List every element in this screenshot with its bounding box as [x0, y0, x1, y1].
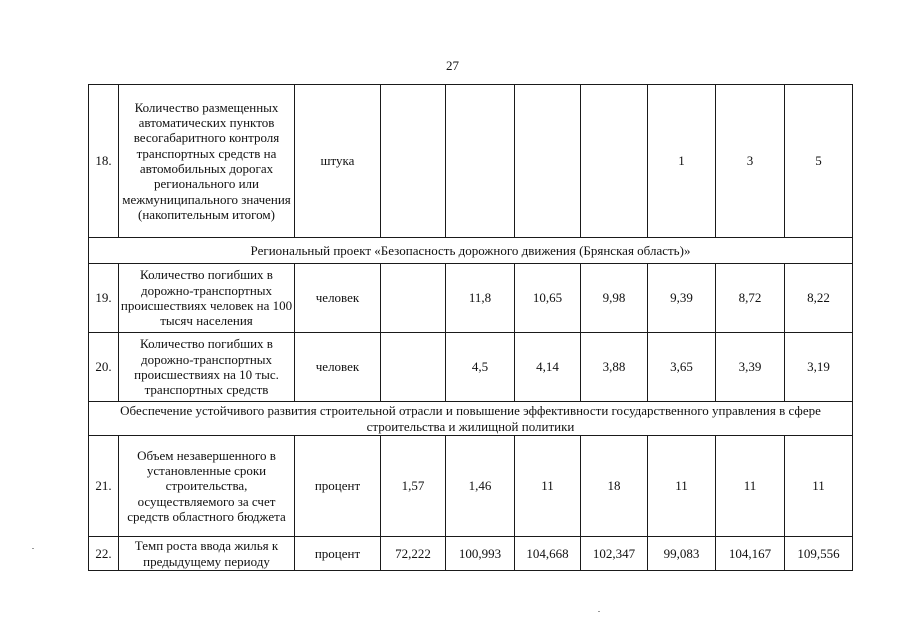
value-cell: [515, 85, 581, 238]
value-cell: 72,222: [381, 537, 446, 571]
table-row: [89, 537, 853, 571]
value-cell: 11: [648, 436, 716, 537]
value-cell: 3,19: [785, 333, 853, 402]
page-number: 27: [446, 58, 459, 73]
scan-speck: [32, 548, 34, 549]
value-cell: 8,22: [785, 264, 853, 333]
value-cell: [381, 264, 446, 333]
value-cell: 8,72: [716, 264, 785, 333]
table-row: [89, 85, 853, 238]
value-cell: 10,65: [515, 264, 581, 333]
table-row: [89, 333, 853, 402]
section-row: [89, 402, 853, 436]
value-cell: 11: [515, 436, 581, 537]
indicator-name: Количество размещенных автоматических пунктов весогабаритного контроля транспортных средств на автомобильных дорогах регионального или межмуниципального значения (накопительным итогом): [119, 85, 295, 238]
value-cell: 1,46: [446, 436, 515, 537]
row-number: 20.: [89, 333, 119, 402]
section-row: [89, 238, 853, 264]
value-cell: 100,993: [446, 537, 515, 571]
indicator-name: Темп роста ввода жилья к предыдущему периоду: [119, 537, 295, 571]
value-cell: 4,5: [446, 333, 515, 402]
indicator-name: Количество погибших в дорожно-транспортных происшествиях на 10 тыс. транспортных средств: [119, 333, 295, 402]
value-cell: 9,39: [648, 264, 716, 333]
value-cell: 3,39: [716, 333, 785, 402]
value-cell: 1: [648, 85, 716, 238]
unit-cell: человек: [295, 264, 381, 333]
unit-cell: штука: [295, 85, 381, 238]
value-cell: 3,88: [581, 333, 648, 402]
scan-speck: [598, 611, 600, 612]
value-cell: 3: [716, 85, 785, 238]
value-cell: 11: [716, 436, 785, 537]
unit-cell: процент: [295, 436, 381, 537]
row-number: 18.: [89, 85, 119, 238]
value-cell: [381, 333, 446, 402]
section-title: Обеспечение устойчивого развития строительной отрасли и повышение эффективности государственного управления в сфере строительства и жилищной политики: [89, 402, 853, 436]
value-cell: 9,98: [581, 264, 648, 333]
value-cell: [381, 85, 446, 238]
unit-cell: процент: [295, 537, 381, 571]
indicators-table: [88, 84, 853, 571]
unit-cell: человек: [295, 333, 381, 402]
value-cell: 104,668: [515, 537, 581, 571]
value-cell: 4,14: [515, 333, 581, 402]
row-number: 19.: [89, 264, 119, 333]
value-cell: 104,167: [716, 537, 785, 571]
value-cell: 109,556: [785, 537, 853, 571]
value-cell: 1,57: [381, 436, 446, 537]
value-cell: 99,083: [648, 537, 716, 571]
section-title: Региональный проект «Безопасность дорожного движения (Брянская область)»: [89, 238, 853, 264]
value-cell: 102,347: [581, 537, 648, 571]
value-cell: 3,65: [648, 333, 716, 402]
value-cell: 18: [581, 436, 648, 537]
value-cell: 11,8: [446, 264, 515, 333]
indicator-name: Объем незавершенного в установленные сроки строительства, осуществляемого за счет средств областного бюджета: [119, 436, 295, 537]
row-number: 21.: [89, 436, 119, 537]
value-cell: [446, 85, 515, 238]
indicator-name: Количество погибших в дорожно-транспортных происшествиях человек на 100 тысяч населения: [119, 264, 295, 333]
value-cell: [581, 85, 648, 238]
row-number: 22.: [89, 537, 119, 571]
value-cell: 5: [785, 85, 853, 238]
table-row: [89, 264, 853, 333]
table-row: [89, 436, 853, 537]
value-cell: 11: [785, 436, 853, 537]
